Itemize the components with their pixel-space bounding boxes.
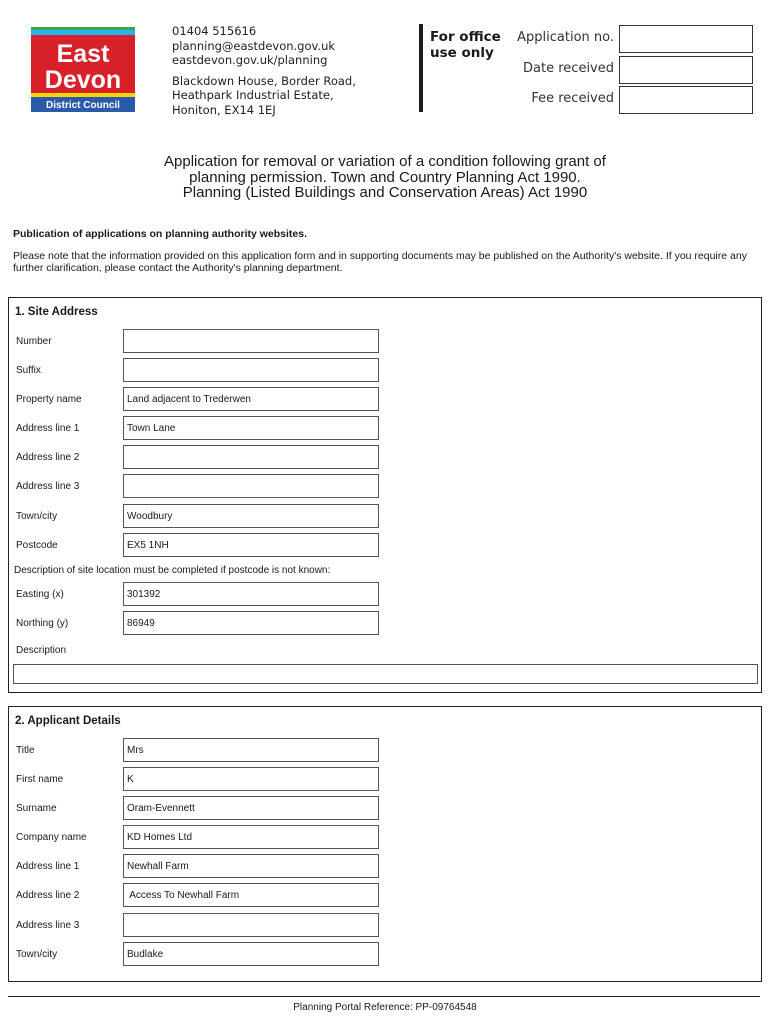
- applicant-address-line-1-label: Address line 1: [16, 861, 80, 872]
- applicant-company-field[interactable]: KD Homes Ltd: [123, 825, 379, 849]
- applicant-first-name-label: First name: [16, 774, 64, 785]
- application-no-field[interactable]: [619, 25, 753, 53]
- logo-line-devon: Devon: [44, 66, 122, 94]
- date-received-field[interactable]: [619, 56, 753, 84]
- applicant-first-name-row: [9, 767, 761, 793]
- site-town-row: [9, 504, 761, 530]
- site-address-section: [8, 297, 762, 693]
- site-number-row: [9, 329, 761, 355]
- site-location-note: Description of site location must be completed if postcode is not known:: [14, 565, 331, 576]
- site-northing-label: Northing (y): [16, 618, 69, 629]
- date-received-label: Date received: [523, 61, 614, 76]
- site-address-line-1-field[interactable]: Town Lane: [123, 416, 379, 440]
- site-address-line-2-label: Address line 2: [16, 452, 80, 463]
- contact-address-2: Heathpark Industrial Estate,: [172, 88, 334, 102]
- applicant-address-line-2-field[interactable]: Access To Newhall Farm: [123, 883, 379, 907]
- applicant-town-label: Town/city: [16, 949, 58, 960]
- site-postcode-field[interactable]: EX5 1NH: [123, 533, 379, 557]
- site-address-line-1-row: [9, 416, 761, 442]
- office-use-label: For office use only: [430, 29, 501, 61]
- form-title-line-2: planning permission. Town and Country Planning Act 1990.: [189, 168, 581, 186]
- site-property-name-row: [9, 387, 761, 413]
- site-address-line-3-row: [9, 474, 761, 500]
- site-town-label: Town/city: [16, 511, 58, 522]
- applicant-address-line-1-row: [9, 854, 761, 880]
- site-property-name-field[interactable]: Land adjacent to Trederwen: [123, 387, 379, 411]
- applicant-title-field[interactable]: Mrs: [123, 738, 379, 762]
- site-address-line-3-label: Address line 3: [16, 481, 80, 492]
- publication-text: Please note that the information provided on this application form and in supporting documents may be published on the Authority's website. If you require any further clarification, please contact the Authority's planning department.: [13, 250, 747, 274]
- applicant-address-line-2-row: [9, 883, 761, 909]
- fee-received-field[interactable]: [619, 86, 753, 114]
- site-easting-field[interactable]: 301392: [123, 582, 379, 606]
- fee-received-label: Fee received: [531, 91, 614, 106]
- site-address-line-1-label: Address line 1: [16, 423, 80, 434]
- site-address-line-2-field[interactable]: [123, 445, 379, 469]
- site-description-label: Description: [16, 645, 67, 656]
- contact-address-3: Honiton, EX14 1EJ: [172, 102, 276, 117]
- publication-heading: Publication of applications on planning authority websites.: [13, 228, 308, 240]
- applicant-town-row: [9, 942, 761, 968]
- applicant-address-line-3-field[interactable]: [123, 913, 379, 937]
- applicant-surname-row: [9, 796, 761, 822]
- applicant-address-line-2-label: Address line 2: [16, 890, 80, 901]
- applicant-address-line-3-row: [9, 913, 761, 939]
- site-number-field[interactable]: [123, 329, 379, 353]
- form-title: [0, 154, 770, 201]
- site-address-line-3-field[interactable]: [123, 474, 379, 498]
- contact-phone: 01404 515616: [172, 24, 257, 38]
- form-title-line-3: Planning (Listed Buildings and Conservation Areas) Act 1990: [182, 184, 588, 201]
- applicant-address-line-3-label: Address line 3: [16, 920, 80, 931]
- applicant-town-field[interactable]: Budlake: [123, 942, 379, 966]
- site-postcode-row: [9, 533, 761, 559]
- applicant-details-section: [8, 706, 762, 982]
- bottom-divider: [8, 996, 760, 997]
- site-easting-row: [9, 582, 761, 608]
- office-divider: [419, 24, 423, 112]
- council-contact: [172, 24, 356, 117]
- site-northing-row: [9, 611, 761, 637]
- logo-line-east: East: [56, 40, 110, 68]
- application-no-label: Application no.: [517, 30, 614, 45]
- site-address-title: 1. Site Address: [15, 306, 98, 318]
- site-postcode-label: Postcode: [16, 540, 58, 551]
- site-suffix-field[interactable]: [123, 358, 379, 382]
- applicant-details-title: 2. Applicant Details: [15, 715, 121, 727]
- applicant-surname-field[interactable]: Oram-Evennett: [123, 796, 379, 820]
- applicant-surname-label: Surname: [16, 803, 57, 814]
- site-northing-field[interactable]: 86949: [123, 611, 379, 635]
- applicant-first-name-field[interactable]: K: [123, 767, 379, 791]
- east-devon-logo: [31, 27, 135, 112]
- applicant-company-row: [9, 825, 761, 851]
- site-easting-label: Easting (x): [16, 589, 64, 600]
- contact-website[interactable]: eastdevon.gov.uk/planning: [172, 53, 328, 67]
- contact-email[interactable]: planning@eastdevon.gov.uk: [172, 38, 336, 53]
- form-title-line-1: Application for removal or variation of a condition following grant of: [164, 153, 606, 170]
- site-suffix-row: [9, 358, 761, 384]
- applicant-address-line-1-field[interactable]: Newhall Farm: [123, 854, 379, 878]
- logo-line-council: District Council: [46, 100, 120, 111]
- portal-reference: Planning Portal Reference: PP-09764548: [293, 1002, 477, 1013]
- site-number-label: Number: [16, 336, 52, 347]
- applicant-title-label: Title: [16, 745, 35, 756]
- site-description-field[interactable]: [13, 664, 758, 684]
- applicant-title-row: [9, 738, 761, 764]
- site-suffix-label: Suffix: [16, 365, 41, 376]
- site-address-line-2-row: [9, 445, 761, 471]
- applicant-company-label: Company name: [16, 832, 87, 843]
- site-town-field[interactable]: Woodbury: [123, 504, 379, 528]
- site-property-name-label: Property name: [16, 394, 82, 405]
- contact-address-1: Blackdown House, Border Road,: [172, 73, 356, 88]
